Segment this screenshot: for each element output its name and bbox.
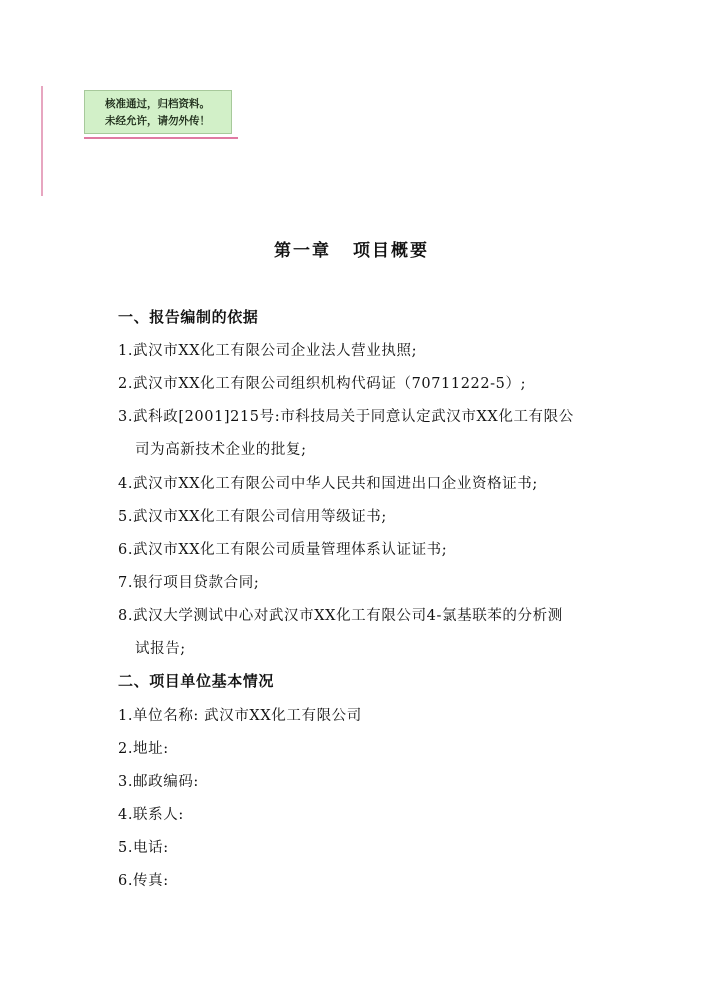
- chapter-title: [0, 236, 703, 261]
- list-item: 4.武汉市XX化工有限公司中华人民共和国进出口企业资格证书;: [118, 476, 538, 492]
- list-item: 8.武汉大学测试中心对武汉市XX化工有限公司4-氯基联苯的分析测: [118, 608, 563, 624]
- list-item: 3.武科政[2001]215号:市科技局关于同意认定武汉市XX化工有限公: [118, 409, 574, 425]
- stamp-line-1: 核准通过，归档资料。: [105, 98, 210, 110]
- list-item: 6.传真:: [118, 873, 169, 889]
- section-heading-basis: 一、报告编制的依据: [118, 308, 259, 326]
- list-item-continuation: 司为高新技术企业的批复;: [135, 442, 307, 458]
- chapter-heading: 项目概要: [353, 241, 429, 261]
- list-item: 3.邮政编码:: [118, 774, 199, 790]
- list-item: 2.武汉市XX化工有限公司组织机构代码证（70711222-5）;: [118, 376, 527, 392]
- chapter-number: 第一章: [274, 241, 331, 261]
- list-item: 6.武汉市XX化工有限公司质量管理体系认证证书;: [118, 542, 448, 558]
- list-item: 2.地址:: [118, 741, 169, 757]
- margin-line: [41, 86, 43, 196]
- list-item: 7.银行项目贷款合同;: [118, 575, 260, 591]
- list-item: 4.联系人:: [118, 807, 184, 823]
- stamp-underline: [84, 137, 238, 139]
- list-item: 1.单位名称: 武汉市XX化工有限公司: [118, 708, 362, 724]
- approval-stamp: [84, 90, 232, 134]
- list-item: 1.武汉市XX化工有限公司企业法人营业执照;: [118, 343, 418, 359]
- stamp-line-2: 未经允许，请勿外传！: [105, 115, 210, 127]
- section-heading-unit-info: 二、项目单位基本情况: [118, 672, 275, 690]
- list-item: 5.电话:: [118, 840, 169, 856]
- list-item: 5.武汉市XX化工有限公司信用等级证书;: [118, 509, 387, 525]
- list-item-continuation: 试报告;: [135, 641, 186, 657]
